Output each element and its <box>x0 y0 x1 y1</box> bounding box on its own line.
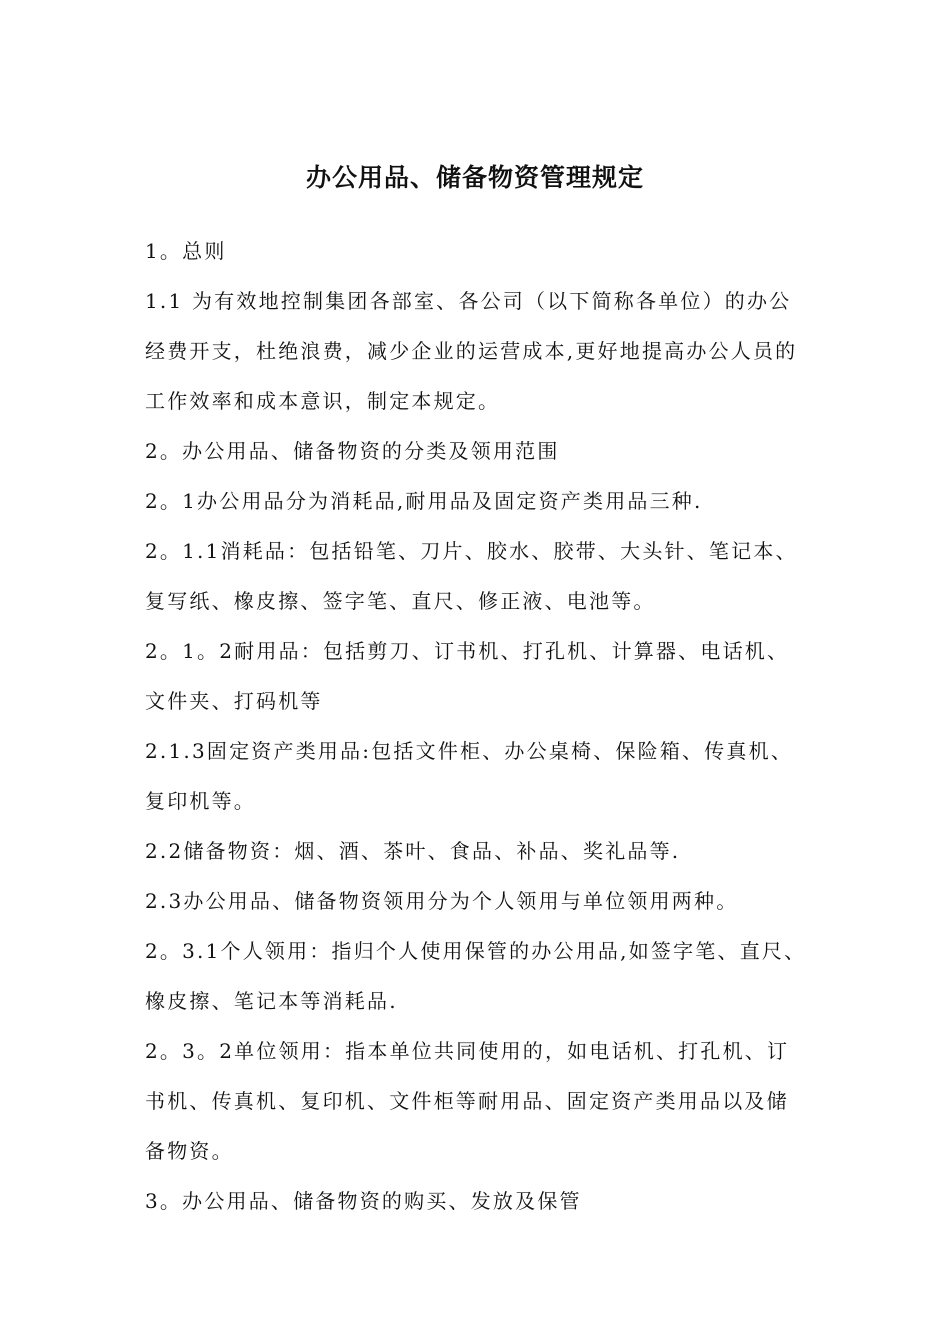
paragraph-line: 备物资。 <box>145 1139 234 1163</box>
heading-2-classification: 2。办公用品、储备物资的分类及领用范围 <box>145 439 560 463</box>
paragraph-line: 文件夹、打码机等 <box>145 689 323 713</box>
paragraph-line: 2。1办公用品分为消耗品,耐用品及固定资产类用品三种. <box>145 489 703 513</box>
paragraph-line: 2.2储备物资：烟、酒、茶叶、食品、补品、奖礼品等. <box>145 839 681 863</box>
paragraph-line: 2.1.3固定资产类用品:包括文件柜、办公桌椅、保险箱、传真机、 <box>145 739 794 763</box>
paragraph-line: 2.3办公用品、储备物资领用分为个人领用与单位领用两种。 <box>145 889 739 913</box>
heading-1-general: 1。总则 <box>145 239 227 263</box>
paragraph-line: 2。3。2单位领用：指本单位共同使用的，如电话机、打孔机、订 <box>145 1039 790 1063</box>
paragraph-line: 工作效率和成本意识，制定本规定。 <box>145 389 501 413</box>
heading-3-purchase: 3。办公用品、储备物资的购买、发放及保管 <box>145 1189 582 1213</box>
paragraph-line: 橡皮擦、笔记本等消耗品. <box>145 989 398 1013</box>
paragraph-line: 书机、传真机、复印机、文件柜等耐用品、固定资产类用品以及储 <box>145 1089 789 1113</box>
paragraph-line: 2。1。2耐用品：包括剪刀、订书机、打孔机、计算器、电话机、 <box>145 639 790 663</box>
paragraph-line: 复写纸、橡皮擦、签字笔、直尺、修正液、电池等。 <box>145 589 656 613</box>
document-title: 办公用品、储备物资管理规定 <box>305 163 644 192</box>
paragraph-line: 2。1.1消耗品：包括铅笔、刀片、胶水、胶带、大头针、笔记本、 <box>145 539 798 563</box>
paragraph-line: 1.1 为有效地控制集团各部室、各公司（以下简称各单位）的办公 <box>145 289 792 313</box>
paragraph-line: 经费开支，杜绝浪费，减少企业的运营成本,更好地提高办公人员的 <box>145 339 798 363</box>
paragraph-line: 复印机等。 <box>145 789 256 813</box>
paragraph-line: 2。3.1个人领用：指归个人使用保管的办公用品,如签字笔、直尺、 <box>145 939 807 963</box>
